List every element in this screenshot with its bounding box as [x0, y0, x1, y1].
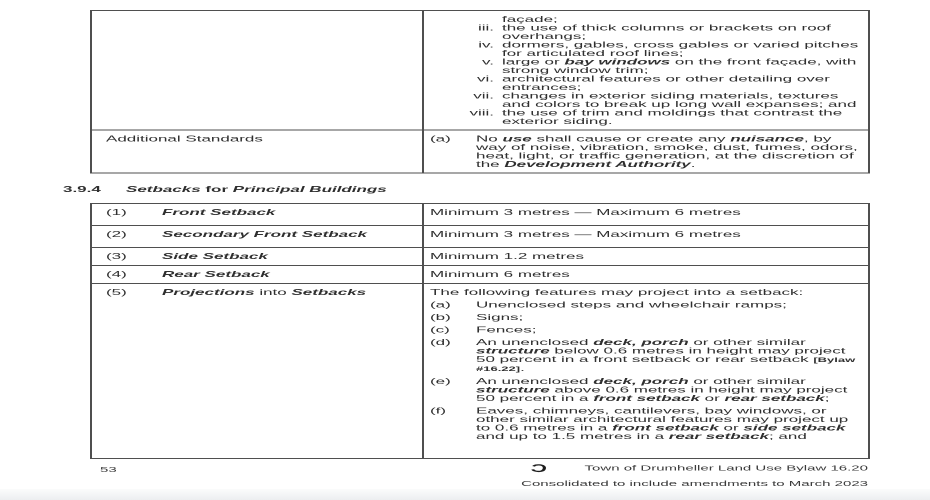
- table-row: [92, 11, 868, 130]
- list-item: [430, 75, 860, 92]
- page-number: 53: [100, 465, 117, 474]
- row-number: (4): [106, 269, 127, 279]
- list-marker: (e): [430, 376, 451, 386]
- list-marker: (a): [430, 134, 451, 144]
- list-item: [430, 313, 860, 322]
- list-marker: iv.: [478, 40, 494, 50]
- row-number: (1): [106, 207, 127, 217]
- list-item-text: changes in exterior siding materials, textures and colors to break up long wall expanses; and: [502, 91, 857, 109]
- footer-consolidation-note: Consolidated to include amendments to March 2023: [521, 479, 868, 488]
- setback-value-cell: Minimum 1.2 metres: [430, 251, 584, 261]
- bottom-strip: [0, 489, 930, 500]
- list-marker: (c): [430, 325, 450, 335]
- setbacks-table: [90, 203, 870, 459]
- list-item: [430, 407, 860, 441]
- setback-value-cell: Minimum 6 metres: [430, 269, 570, 279]
- setback-name-cell: [92, 284, 424, 458]
- list-item: [430, 58, 860, 75]
- list-item-text: the use of thick columns or brackets on roof overhangs;: [502, 23, 831, 41]
- footer-attribution: [528, 461, 868, 475]
- table-row: [92, 247, 868, 265]
- list-marker: viii.: [469, 108, 494, 118]
- setback-value-cell: Minimum 3 metres — Maximum 6 metres: [430, 207, 741, 217]
- list-item-text: Signs;: [476, 312, 524, 322]
- setback-value-cell: Minimum 3 metres — Maximum 6 metres: [430, 229, 741, 239]
- list-item: [430, 92, 860, 109]
- projections-intro: The following features may project into a setback:: [430, 287, 804, 297]
- table-row: [92, 130, 868, 173]
- standard-name-cell: Additional Standards: [92, 131, 424, 173]
- section-title: Setbacks for Principal Buildings: [126, 184, 387, 194]
- list-marker: (b): [430, 312, 451, 322]
- setback-label: Front Setback: [162, 207, 276, 217]
- list-item: [430, 135, 860, 169]
- list-item-text: the use of trim and moldings that contrast the exterior siding.: [502, 108, 843, 126]
- list-item-text: An unenclosed deck, porch or other similar structure below 0.6 metres in height may project 50 percent in a front setback or rear setback [Bylaw #16.22].: [476, 337, 856, 373]
- list-marker: (d): [430, 337, 451, 347]
- list-item-text: Eaves, chimneys, cantilevers, bay windows, or other similar architectural features may project up to 0.6 metres in a front setback or side setback and up to 1.5 metres in a rear setback; and: [476, 406, 849, 441]
- setback-label: Side Setback: [162, 251, 268, 261]
- table-row: [92, 283, 868, 458]
- list-item-text: No use shall cause or create any nuisance, by way of noise, vibration, smoke, dust, fumes, odors, heat, light, or traffic generation, at the discretion of the Development Authority.: [476, 134, 858, 169]
- setback-name-cell: [92, 266, 424, 283]
- list-marker: v.: [482, 57, 494, 67]
- list-item: [430, 24, 860, 41]
- list-item-text: Unenclosed steps and wheelchair ramps;: [476, 300, 787, 310]
- list-marker: (a): [430, 300, 451, 310]
- list-item: [430, 338, 860, 373]
- row-number: (2): [106, 229, 127, 239]
- list-item: [430, 326, 860, 335]
- table-cell-empty: [92, 11, 424, 130]
- list-item-text: architectural features or other detailing over entrances;: [502, 74, 830, 92]
- setback-label: Rear Setback: [162, 269, 270, 279]
- setback-label: Secondary Front Setback: [162, 229, 368, 239]
- design-standards-table: [90, 10, 870, 174]
- list-item: [430, 109, 860, 126]
- footer-bylaw-title: Town of Drumheller Land Use Bylaw 16.20: [584, 463, 868, 473]
- table-row: [92, 204, 868, 225]
- list-item-text: An unenclosed deck, porch or other similar structure above 0.6 metres in height may project 50 percent in a front setback or rear setback;: [476, 376, 848, 403]
- table-row: [92, 225, 868, 247]
- table-row: [92, 265, 868, 283]
- list-item-text: Fences;: [476, 325, 537, 335]
- setback-label: Projections into Setbacks: [162, 287, 367, 297]
- list-item: [430, 41, 860, 58]
- standard-value-cell: [424, 131, 868, 173]
- setback-name-cell: [92, 204, 424, 225]
- row-number: (3): [106, 251, 127, 261]
- list-item: [430, 301, 860, 310]
- list-item-text: façade;: [502, 14, 558, 24]
- list-marker: iii.: [477, 23, 494, 33]
- list-item-text: dormers, gables, cross gables or varied pitches for articulated roof lines;: [502, 40, 859, 58]
- list-marker: (f): [430, 406, 447, 416]
- projections-cell: [424, 284, 868, 458]
- setback-name-cell: [92, 226, 424, 247]
- drumheller-logo-icon: Ɔ: [528, 461, 549, 475]
- list-marker: vi.: [477, 74, 494, 84]
- row-number: (5): [106, 287, 127, 297]
- section-number: 3.9.4: [63, 184, 101, 194]
- list-item: [430, 377, 860, 403]
- list-item-text: large or bay windows on the front façade, with strong window trim;: [502, 57, 857, 75]
- setback-name-cell: [92, 248, 424, 265]
- list-marker: vii.: [473, 91, 494, 101]
- section-heading: [63, 185, 387, 194]
- roman-list-cell: [424, 11, 868, 130]
